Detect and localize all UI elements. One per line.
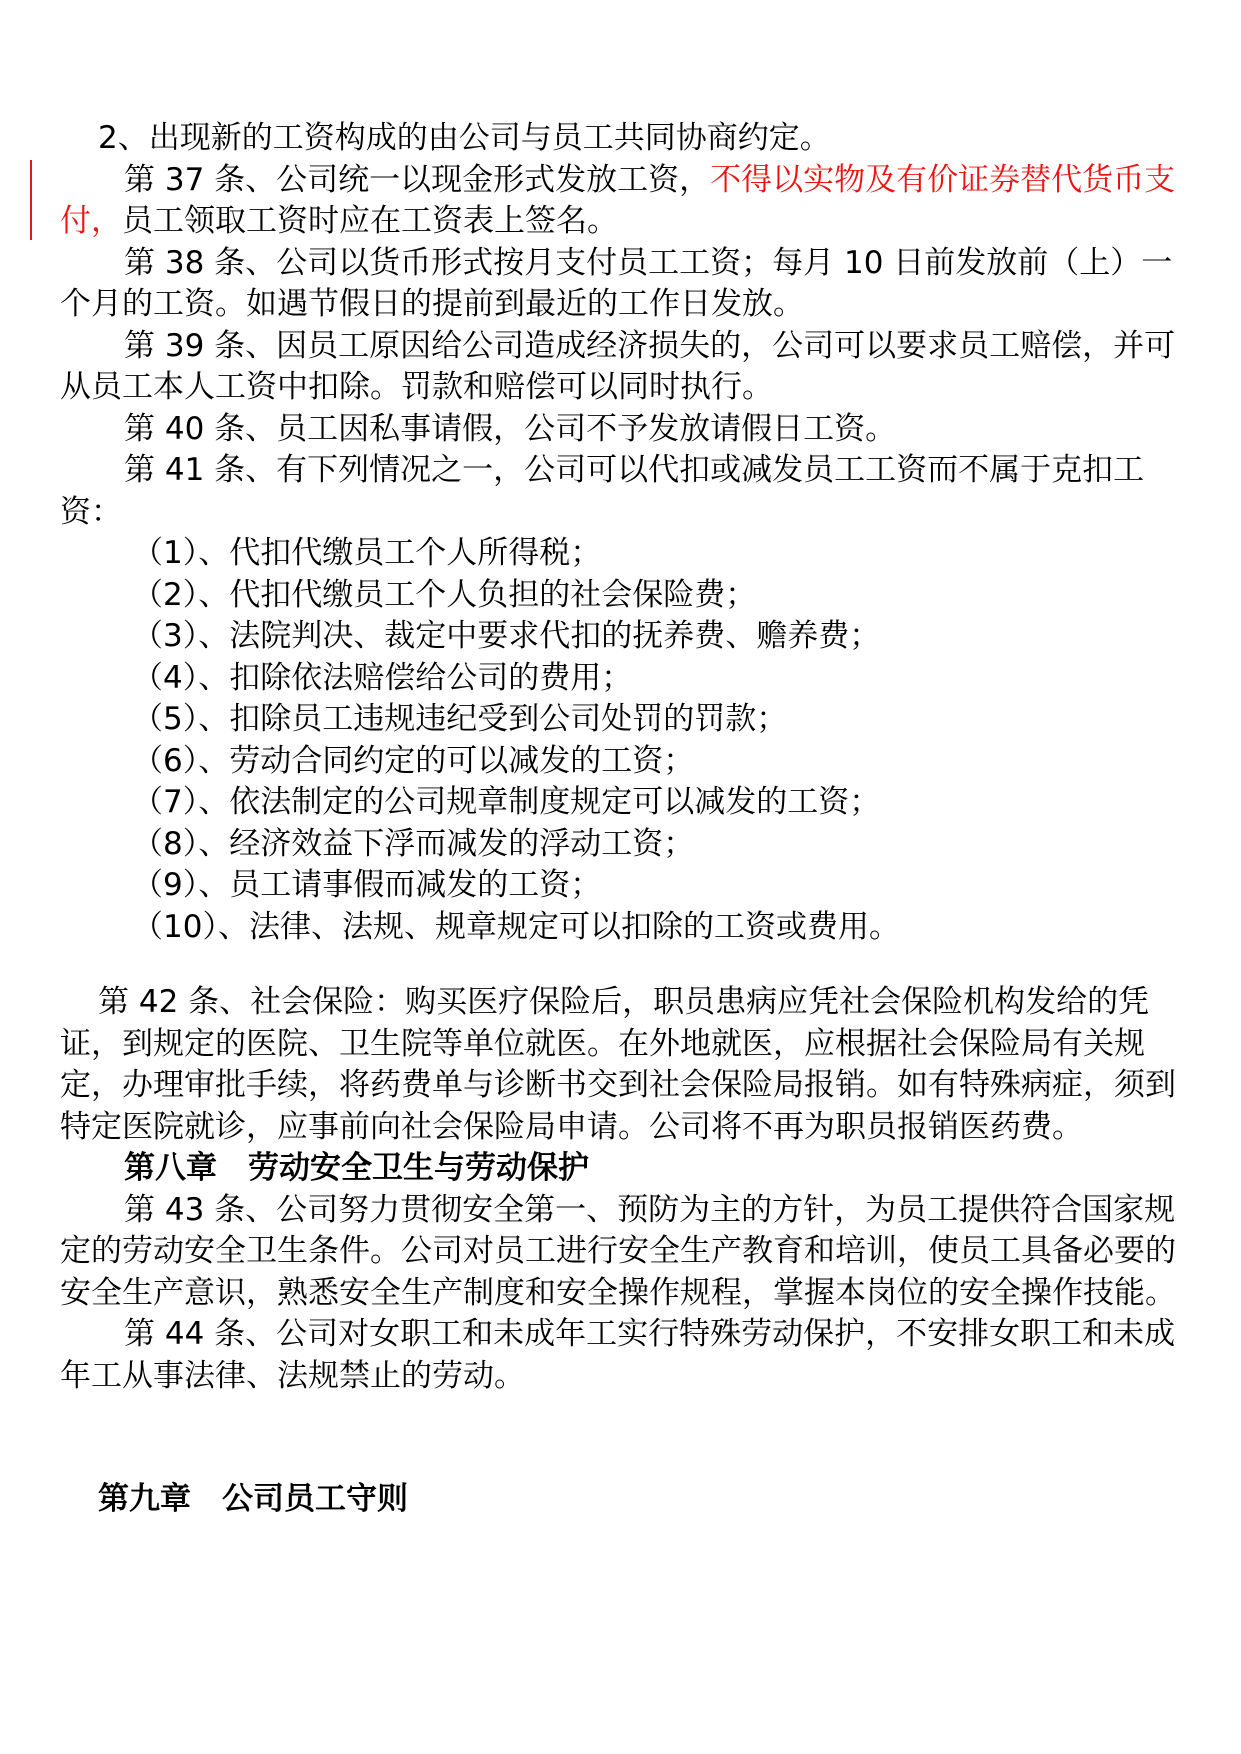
- list-item: （4）、扣除依法赔偿给公司的费用；: [132, 659, 633, 696]
- list-item: （10）、法律、法规、规章规定可以扣除的工资或费用。: [132, 908, 900, 945]
- article-44: 第 44 条、公司对女职工和未成年工实行特殊劳动保护，不安排女职工和未成年工从事法律、法规禁止的劳动。: [60, 1316, 1176, 1394]
- article-43: 第 43 条、公司努力贯彻安全第一、预防为主的方针，为员工提供符合国家规定的劳动安全卫生条件。公司对员工进行安全生产教育和培训，使员工具备必要的安全生产意识，熟悉安全生产制度和安全操作规程，掌握本岗位的安全操作技能。: [60, 1191, 1176, 1311]
- article-37-highlight: 不得以实物及有价证券替代货币支付，: [60, 161, 1176, 239]
- article-41: 第 41 条、有下列情况之一，公司可以代扣或减发员工工资而不属于克扣工资：: [60, 452, 1145, 530]
- article-37: [60, 160, 1200, 243]
- article-38: 第 38 条、公司以货币形式按月支付员工工资；每月 10 日前发放前（上）一个月的工资。如遇节假日的提前到最近的工作日发放。: [60, 244, 1173, 322]
- list-item: （8）、经济效益下浮而减发的浮动工资；: [132, 825, 695, 862]
- list-item: （3）、法院判决、裁定中要求代扣的抚养费、赡养费；: [132, 618, 881, 654]
- article-39: 第 39 条、因员工原因给公司造成经济损失的，公司可以要求员工赔偿，并可从员工本人工资中扣除。罚款和赔偿可以同时执行。: [60, 327, 1176, 405]
- list-item: （7）、依法制定的公司规章制度规定可以减发的工资；: [132, 784, 881, 820]
- clause-2-line: 2、出现新的工资构成的由公司与员工共同协商约定。: [98, 120, 831, 156]
- article-37-part2: 员工领取工资时应在工资表上签名。: [122, 203, 618, 239]
- article-42: 第 42 条、社会保险：购买医疗保险后，职员患病应凭社会保险机构发给的凭证，到规定的医院、卫生院等单位就医。在外地就医，应根据社会保险局有关规定，办理审批手续，将药费单与诊断书交到社会保险局报销。如有特殊病症，须到特定医院就诊，应事前向社会保险局申请。公司将不再为职员报销医药费。: [60, 984, 1176, 1145]
- list-item: （6）、劳动合同约定的可以减发的工资；: [132, 742, 695, 779]
- chapter-8-title: 第八章 劳动安全卫生与劳动保护: [124, 1150, 589, 1186]
- document-body: [60, 118, 1200, 1521]
- article-37-part1: 第 37 条、公司统一以现金形式发放工资，: [124, 161, 711, 198]
- list-item: （1）、代扣代缴员工个人所得税；: [132, 535, 602, 571]
- revision-mark: [30, 160, 32, 240]
- spacer: [60, 948, 1200, 982]
- spacer: [60, 1397, 1200, 1479]
- article-40: 第 40 条、员工因私事请假，公司不予发放请假日工资。: [124, 410, 897, 447]
- deduction-list: [60, 533, 1200, 948]
- list-item: （2）、代扣代缴员工个人负担的社会保险费；: [132, 576, 757, 613]
- list-item: （9）、员工请事假而减发的工资；: [132, 867, 602, 903]
- list-item: （5）、扣除员工违规违纪受到公司处罚的罚款；: [132, 701, 788, 737]
- chapter-9-title: 第九章 公司员工守则: [98, 1481, 408, 1517]
